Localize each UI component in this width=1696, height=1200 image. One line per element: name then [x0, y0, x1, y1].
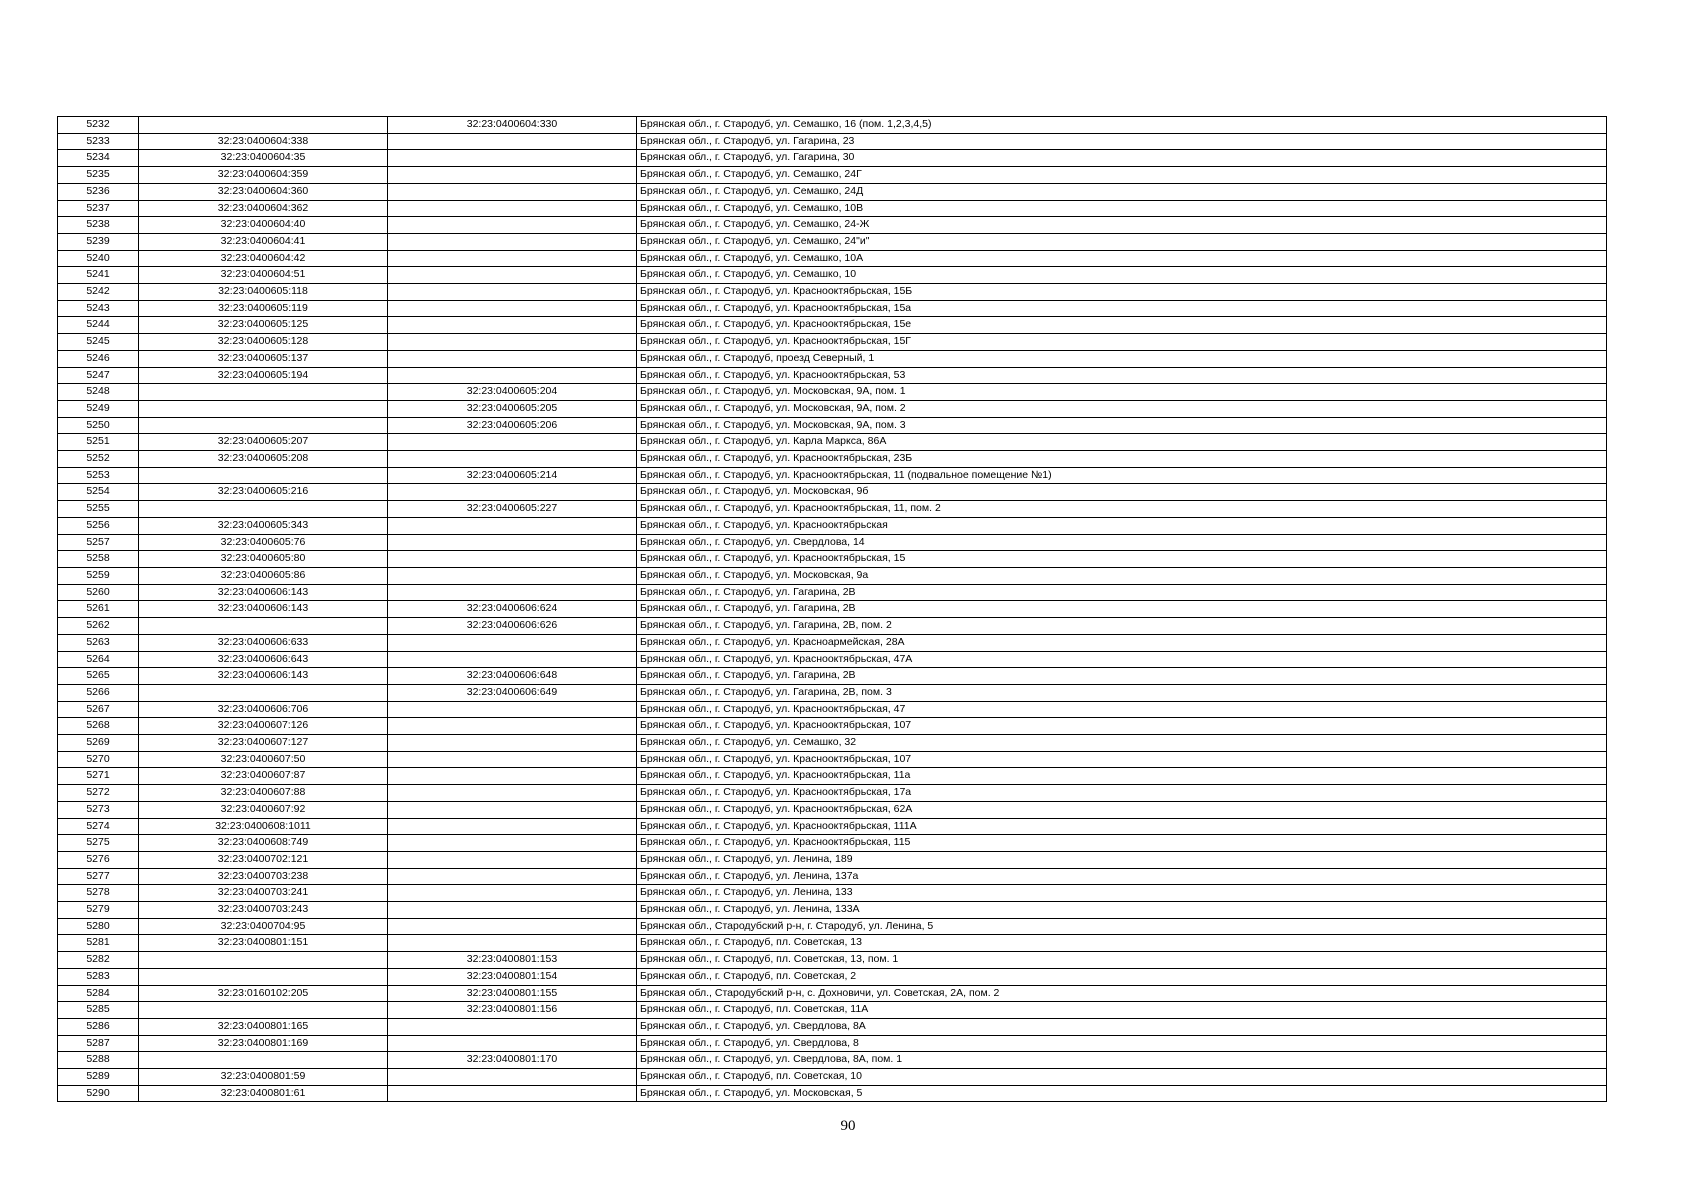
building-cadastral-number-cell: 32:23:0400605:214 — [388, 467, 637, 484]
table-row — [58, 985, 1607, 1002]
parcel-cadastral-number-cell: 32:23:0400606:706 — [139, 701, 388, 718]
address-cell: Брянская обл., г. Стародуб, пл. Советская, 11А — [637, 1002, 1607, 1019]
parcel-cadastral-number-cell: 32:23:0400604:362 — [139, 200, 388, 217]
row-number-cell: 5245 — [58, 334, 139, 351]
parcel-cadastral-number-cell: 32:23:0400801:61 — [139, 1085, 388, 1102]
parcel-cadastral-number-cell: 32:23:0400702:121 — [139, 851, 388, 868]
table-row — [58, 868, 1607, 885]
address-cell: Брянская обл., г. Стародуб, ул. Семашко, 16 (пом. 1,2,3,4,5) — [637, 117, 1607, 134]
table-row — [58, 1018, 1607, 1035]
address-cell: Брянская обл., Стародубский р-н, с. Дохновичи, ул. Советская, 2А, пом. 2 — [637, 985, 1607, 1002]
parcel-cadastral-number-cell: 32:23:0400801:165 — [139, 1018, 388, 1035]
row-number-cell: 5270 — [58, 751, 139, 768]
row-number-cell: 5284 — [58, 985, 139, 1002]
address-cell: Брянская обл., г. Стародуб, ул. Гагарина, 2В, пом. 3 — [637, 684, 1607, 701]
parcel-cadastral-number-cell: 32:23:0400801:151 — [139, 935, 388, 952]
parcel-cadastral-number-cell: 32:23:0400703:238 — [139, 868, 388, 885]
table-row — [58, 701, 1607, 718]
table-row — [58, 851, 1607, 868]
address-cell: Брянская обл., г. Стародуб, ул. Краснооктябрьская, 53 — [637, 367, 1607, 384]
building-cadastral-number-cell: 32:23:0400801:155 — [388, 985, 637, 1002]
row-number-cell: 5279 — [58, 902, 139, 919]
parcel-cadastral-number-cell: 32:23:0400606:643 — [139, 651, 388, 668]
address-cell: Брянская обл., г. Стародуб, ул. Краснооктябрьская, 15Г — [637, 334, 1607, 351]
parcel-cadastral-number-cell: 32:23:0400607:87 — [139, 768, 388, 785]
address-cell: Брянская обл., г. Стародуб, ул. Краснооктябрьская, 47 — [637, 701, 1607, 718]
building-cadastral-number-cell — [388, 367, 637, 384]
building-cadastral-number-cell: 32:23:0400801:170 — [388, 1052, 637, 1069]
row-number-cell: 5244 — [58, 317, 139, 334]
row-number-cell: 5260 — [58, 584, 139, 601]
row-number-cell: 5257 — [58, 534, 139, 551]
row-number-cell: 5252 — [58, 451, 139, 468]
table-row — [58, 384, 1607, 401]
parcel-cadastral-number-cell — [139, 384, 388, 401]
building-cadastral-number-cell: 32:23:0400606:648 — [388, 668, 637, 685]
table-row — [58, 367, 1607, 384]
address-cell: Брянская обл., г. Стародуб, ул. Гагарина, 2В — [637, 668, 1607, 685]
parcel-cadastral-number-cell: 32:23:0400605:128 — [139, 334, 388, 351]
parcel-cadastral-number-cell: 32:23:0400604:35 — [139, 150, 388, 167]
table-row — [58, 317, 1607, 334]
row-number-cell: 5236 — [58, 183, 139, 200]
table-row — [58, 167, 1607, 184]
address-cell: Брянская обл., г. Стародуб, пл. Советская, 13, пом. 1 — [637, 952, 1607, 969]
building-cadastral-number-cell: 32:23:0400801:154 — [388, 968, 637, 985]
row-number-cell: 5254 — [58, 484, 139, 501]
address-cell: Брянская обл., г. Стародуб, ул. Ленина, 189 — [637, 851, 1607, 868]
building-cadastral-number-cell — [388, 567, 637, 584]
parcel-cadastral-number-cell: 32:23:0400605:86 — [139, 567, 388, 584]
parcel-cadastral-number-cell: 32:23:0400608:749 — [139, 835, 388, 852]
table-row — [58, 133, 1607, 150]
building-cadastral-number-cell — [388, 534, 637, 551]
address-cell: Брянская обл., г. Стародуб, ул. Гагарина, 23 — [637, 133, 1607, 150]
parcel-cadastral-number-cell: 32:23:0400605:80 — [139, 551, 388, 568]
parcel-cadastral-number-cell: 32:23:0400604:338 — [139, 133, 388, 150]
row-number-cell: 5290 — [58, 1085, 139, 1102]
table-row — [58, 150, 1607, 167]
row-number-cell: 5287 — [58, 1035, 139, 1052]
row-number-cell: 5266 — [58, 684, 139, 701]
building-cadastral-number-cell: 32:23:0400801:153 — [388, 952, 637, 969]
building-cadastral-number-cell — [388, 735, 637, 752]
building-cadastral-number-cell — [388, 918, 637, 935]
building-cadastral-number-cell — [388, 1018, 637, 1035]
address-cell: Брянская обл., г. Стародуб, ул. Краснооктябрьская, 115 — [637, 835, 1607, 852]
row-number-cell: 5248 — [58, 384, 139, 401]
address-cell: Брянская обл., г. Стародуб, ул. Московская, 9а — [637, 567, 1607, 584]
table-row — [58, 350, 1607, 367]
table-row — [58, 1035, 1607, 1052]
building-cadastral-number-cell — [388, 785, 637, 802]
table-row — [58, 968, 1607, 985]
row-number-cell: 5277 — [58, 868, 139, 885]
row-number-cell: 5288 — [58, 1052, 139, 1069]
table-row — [58, 684, 1607, 701]
building-cadastral-number-cell — [388, 634, 637, 651]
table-row — [58, 902, 1607, 919]
row-number-cell: 5240 — [58, 250, 139, 267]
parcel-cadastral-number-cell: 32:23:0400604:42 — [139, 250, 388, 267]
row-number-cell: 5256 — [58, 517, 139, 534]
address-cell: Брянская обл., г. Стародуб, ул. Краснооктябрьская, 15 — [637, 551, 1607, 568]
parcel-cadastral-number-cell — [139, 968, 388, 985]
parcel-cadastral-number-cell: 32:23:0400604:359 — [139, 167, 388, 184]
row-number-cell: 5246 — [58, 350, 139, 367]
building-cadastral-number-cell — [388, 868, 637, 885]
parcel-cadastral-number-cell: 32:23:0400606:143 — [139, 668, 388, 685]
address-cell: Брянская обл., г. Стародуб, ул. Гагарина, 2В, пом. 2 — [637, 618, 1607, 635]
table-row — [58, 551, 1607, 568]
parcel-cadastral-number-cell: 32:23:0400605:343 — [139, 517, 388, 534]
table-row — [58, 451, 1607, 468]
building-cadastral-number-cell: 32:23:0400605:206 — [388, 417, 637, 434]
building-cadastral-number-cell — [388, 150, 637, 167]
parcel-cadastral-number-cell: 32:23:0400605:194 — [139, 367, 388, 384]
parcel-cadastral-number-cell: 32:23:0400606:143 — [139, 601, 388, 618]
address-cell: Брянская обл., г. Стародуб, ул. Краснооктябрьская, 15Б — [637, 284, 1607, 301]
building-cadastral-number-cell — [388, 718, 637, 735]
parcel-cadastral-number-cell: 32:23:0400704:95 — [139, 918, 388, 935]
parcel-cadastral-number-cell: 32:23:0400607:88 — [139, 785, 388, 802]
table-row — [58, 517, 1607, 534]
address-cell: Брянская обл., г. Стародуб, ул. Краснооктябрьская, 62А — [637, 801, 1607, 818]
table-row — [58, 835, 1607, 852]
building-cadastral-number-cell — [388, 1035, 637, 1052]
building-cadastral-number-cell — [388, 1085, 637, 1102]
building-cadastral-number-cell — [388, 818, 637, 835]
row-number-cell: 5286 — [58, 1018, 139, 1035]
table-row — [58, 534, 1607, 551]
row-number-cell: 5232 — [58, 117, 139, 134]
table-row — [58, 250, 1607, 267]
parcel-cadastral-number-cell: 32:23:0400608:1011 — [139, 818, 388, 835]
table-row — [58, 651, 1607, 668]
address-cell: Брянская обл., г. Стародуб, ул. Семашко, 24"и" — [637, 233, 1607, 250]
parcel-cadastral-number-cell: 32:23:0400604:41 — [139, 233, 388, 250]
row-number-cell: 5262 — [58, 618, 139, 635]
parcel-cadastral-number-cell — [139, 1002, 388, 1019]
table-row — [58, 735, 1607, 752]
building-cadastral-number-cell — [388, 751, 637, 768]
address-cell: Брянская обл., г. Стародуб, ул. Краснооктябрьская, 11 (подвальное помещение №1) — [637, 467, 1607, 484]
address-cell: Брянская обл., г. Стародуб, ул. Свердлова, 8А — [637, 1018, 1607, 1035]
table-row — [58, 1002, 1607, 1019]
building-cadastral-number-cell — [388, 885, 637, 902]
parcel-cadastral-number-cell: 32:23:0400703:243 — [139, 902, 388, 919]
address-cell: Брянская обл., г. Стародуб, ул. Семашко, 10 — [637, 267, 1607, 284]
table-row — [58, 417, 1607, 434]
table-row — [58, 601, 1607, 618]
building-cadastral-number-cell — [388, 768, 637, 785]
parcel-cadastral-number-cell: 32:23:0400801:59 — [139, 1069, 388, 1086]
table-row — [58, 434, 1607, 451]
building-cadastral-number-cell: 32:23:0400604:330 — [388, 117, 637, 134]
row-number-cell: 5237 — [58, 200, 139, 217]
table-row — [58, 818, 1607, 835]
parcel-cadastral-number-cell: 32:23:0400607:127 — [139, 735, 388, 752]
table-row — [58, 785, 1607, 802]
row-number-cell: 5264 — [58, 651, 139, 668]
table-row — [58, 334, 1607, 351]
row-number-cell: 5249 — [58, 400, 139, 417]
building-cadastral-number-cell — [388, 250, 637, 267]
address-cell: Брянская обл., г. Стародуб, ул. Московская, 9А, пом. 3 — [637, 417, 1607, 434]
building-cadastral-number-cell — [388, 651, 637, 668]
parcel-cadastral-number-cell — [139, 684, 388, 701]
table-row — [58, 117, 1607, 134]
row-number-cell: 5263 — [58, 634, 139, 651]
row-number-cell: 5278 — [58, 885, 139, 902]
building-cadastral-number-cell — [388, 183, 637, 200]
row-number-cell: 5259 — [58, 567, 139, 584]
row-number-cell: 5280 — [58, 918, 139, 935]
parcel-cadastral-number-cell: 32:23:0160102:205 — [139, 985, 388, 1002]
address-cell: Брянская обл., г. Стародуб, ул. Свердлова, 8 — [637, 1035, 1607, 1052]
row-number-cell: 5267 — [58, 701, 139, 718]
address-cell: Брянская обл., г. Стародуб, ул. Московская, 9А, пом. 2 — [637, 400, 1607, 417]
row-number-cell: 5251 — [58, 434, 139, 451]
parcel-cadastral-number-cell — [139, 618, 388, 635]
table-row — [58, 200, 1607, 217]
row-number-cell: 5253 — [58, 467, 139, 484]
parcel-cadastral-number-cell: 32:23:0400605:208 — [139, 451, 388, 468]
address-cell: Брянская обл., г. Стародуб, ул. Краснооктябрьская, 17а — [637, 785, 1607, 802]
table-row — [58, 501, 1607, 518]
address-cell: Брянская обл., г. Стародуб, ул. Краснооктябрьская, 47А — [637, 651, 1607, 668]
parcel-cadastral-number-cell: 32:23:0400605:207 — [139, 434, 388, 451]
address-cell: Брянская обл., г. Стародуб, ул. Семашко, 10В — [637, 200, 1607, 217]
building-cadastral-number-cell — [388, 835, 637, 852]
table-row — [58, 918, 1607, 935]
address-cell: Брянская обл., г. Стародуб, ул. Карла Маркса, 86А — [637, 434, 1607, 451]
row-number-cell: 5276 — [58, 851, 139, 868]
parcel-cadastral-number-cell: 32:23:0400606:633 — [139, 634, 388, 651]
row-number-cell: 5272 — [58, 785, 139, 802]
parcel-cadastral-number-cell: 32:23:0400604:360 — [139, 183, 388, 200]
parcel-cadastral-number-cell: 32:23:0400607:50 — [139, 751, 388, 768]
row-number-cell: 5275 — [58, 835, 139, 852]
building-cadastral-number-cell — [388, 851, 637, 868]
address-cell: Брянская обл., г. Стародуб, ул. Краснооктябрьская, 11а — [637, 768, 1607, 785]
building-cadastral-number-cell — [388, 267, 637, 284]
row-number-cell: 5289 — [58, 1069, 139, 1086]
building-cadastral-number-cell: 32:23:0400606:624 — [388, 601, 637, 618]
address-cell: Брянская обл., г. Стародуб, ул. Свердлова, 14 — [637, 534, 1607, 551]
row-number-cell: 5239 — [58, 233, 139, 250]
parcel-cadastral-number-cell — [139, 417, 388, 434]
row-number-cell: 5247 — [58, 367, 139, 384]
building-cadastral-number-cell: 32:23:0400606:626 — [388, 618, 637, 635]
address-cell: Брянская обл., г. Стародуб, ул. Ленина, 137а — [637, 868, 1607, 885]
address-cell: Брянская обл., г. Стародуб, ул. Краснооктябрьская, 107 — [637, 718, 1607, 735]
table-row — [58, 567, 1607, 584]
table-row — [58, 217, 1607, 234]
address-cell: Брянская обл., Стародубский р-н, г. Стародуб, ул. Ленина, 5 — [637, 918, 1607, 935]
parcel-cadastral-number-cell: 32:23:0400605:125 — [139, 317, 388, 334]
building-cadastral-number-cell — [388, 233, 637, 250]
table-row — [58, 467, 1607, 484]
address-cell: Брянская обл., г. Стародуб, ул. Семашко, 24Г — [637, 167, 1607, 184]
address-cell: Брянская обл., г. Стародуб, ул. Семашко, 24-Ж — [637, 217, 1607, 234]
address-cell: Брянская обл., г. Стародуб, ул. Краснооктябрьская, 107 — [637, 751, 1607, 768]
parcel-cadastral-number-cell: 32:23:0400607:92 — [139, 801, 388, 818]
row-number-cell: 5234 — [58, 150, 139, 167]
building-cadastral-number-cell — [388, 484, 637, 501]
building-cadastral-number-cell — [388, 300, 637, 317]
building-cadastral-number-cell — [388, 434, 637, 451]
table-row — [58, 952, 1607, 969]
address-cell: Брянская обл., г. Стародуб, ул. Московская, 9А, пом. 1 — [637, 384, 1607, 401]
address-cell: Брянская обл., г. Стародуб, ул. Московская, 9б — [637, 484, 1607, 501]
table-row — [58, 267, 1607, 284]
building-cadastral-number-cell: 32:23:0400801:156 — [388, 1002, 637, 1019]
parcel-cadastral-number-cell: 32:23:0400607:126 — [139, 718, 388, 735]
table-row — [58, 300, 1607, 317]
parcel-cadastral-number-cell — [139, 1052, 388, 1069]
address-cell: Брянская обл., г. Стародуб, ул. Краснооктябрьская, 15а — [637, 300, 1607, 317]
row-number-cell: 5274 — [58, 818, 139, 835]
table-row — [58, 1085, 1607, 1102]
building-cadastral-number-cell — [388, 317, 637, 334]
address-cell: Брянская обл., г. Стародуб, ул. Ленина, 133А — [637, 902, 1607, 919]
table-row — [58, 768, 1607, 785]
row-number-cell: 5265 — [58, 668, 139, 685]
row-number-cell: 5281 — [58, 935, 139, 952]
building-cadastral-number-cell — [388, 551, 637, 568]
row-number-cell: 5261 — [58, 601, 139, 618]
table-row — [58, 634, 1607, 651]
building-cadastral-number-cell — [388, 167, 637, 184]
address-cell: Брянская обл., г. Стародуб, ул. Гагарина, 2В — [637, 601, 1607, 618]
row-number-cell: 5250 — [58, 417, 139, 434]
table-row — [58, 718, 1607, 735]
parcel-cadastral-number-cell: 32:23:0400605:76 — [139, 534, 388, 551]
address-cell: Брянская обл., г. Стародуб, проезд Северный, 1 — [637, 350, 1607, 367]
row-number-cell: 5273 — [58, 801, 139, 818]
address-cell: Брянская обл., г. Стародуб, пл. Советская, 10 — [637, 1069, 1607, 1086]
row-number-cell: 5258 — [58, 551, 139, 568]
parcel-cadastral-number-cell: 32:23:0400605:119 — [139, 300, 388, 317]
registry-table-body — [58, 117, 1607, 1102]
address-cell: Брянская обл., г. Стародуб, ул. Краснооктябрьская, 23Б — [637, 451, 1607, 468]
row-number-cell: 5233 — [58, 133, 139, 150]
table-row — [58, 584, 1607, 601]
table-row — [58, 618, 1607, 635]
table-row — [58, 801, 1607, 818]
building-cadastral-number-cell — [388, 701, 637, 718]
table-row — [58, 233, 1607, 250]
address-cell: Брянская обл., г. Стародуб, ул. Краснооктябрьская — [637, 517, 1607, 534]
address-cell: Брянская обл., г. Стародуб, ул. Краснооктябрьская, 11, пом. 2 — [637, 501, 1607, 518]
table-row — [58, 284, 1607, 301]
building-cadastral-number-cell — [388, 451, 637, 468]
parcel-cadastral-number-cell: 32:23:0400703:241 — [139, 885, 388, 902]
building-cadastral-number-cell — [388, 334, 637, 351]
building-cadastral-number-cell: 32:23:0400605:204 — [388, 384, 637, 401]
building-cadastral-number-cell — [388, 200, 637, 217]
row-number-cell: 5283 — [58, 968, 139, 985]
row-number-cell: 5238 — [58, 217, 139, 234]
address-cell: Брянская обл., г. Стародуб, ул. Семашко, 24Д — [637, 183, 1607, 200]
parcel-cadastral-number-cell — [139, 400, 388, 417]
address-cell: Брянская обл., г. Стародуб, ул. Красноармейская, 28А — [637, 634, 1607, 651]
building-cadastral-number-cell — [388, 935, 637, 952]
table-row — [58, 400, 1607, 417]
building-cadastral-number-cell — [388, 1069, 637, 1086]
building-cadastral-number-cell — [388, 284, 637, 301]
registry-table — [57, 116, 1607, 1102]
table-row — [58, 183, 1607, 200]
address-cell: Брянская обл., г. Стародуб, ул. Краснооктябрьская, 111А — [637, 818, 1607, 835]
parcel-cadastral-number-cell — [139, 501, 388, 518]
row-number-cell: 5269 — [58, 735, 139, 752]
row-number-cell: 5243 — [58, 300, 139, 317]
row-number-cell: 5255 — [58, 501, 139, 518]
table-row — [58, 1052, 1607, 1069]
building-cadastral-number-cell: 32:23:0400605:227 — [388, 501, 637, 518]
parcel-cadastral-number-cell: 32:23:0400605:137 — [139, 350, 388, 367]
row-number-cell: 5285 — [58, 1002, 139, 1019]
table-row — [58, 935, 1607, 952]
row-number-cell: 5268 — [58, 718, 139, 735]
parcel-cadastral-number-cell: 32:23:0400604:40 — [139, 217, 388, 234]
page-number: 90 — [840, 1118, 856, 1134]
address-cell: Брянская обл., г. Стародуб, ул. Московская, 5 — [637, 1085, 1607, 1102]
parcel-cadastral-number-cell: 32:23:0400606:143 — [139, 584, 388, 601]
building-cadastral-number-cell — [388, 517, 637, 534]
parcel-cadastral-number-cell: 32:23:0400604:51 — [139, 267, 388, 284]
row-number-cell: 5271 — [58, 768, 139, 785]
table-row — [58, 751, 1607, 768]
table-row — [58, 1069, 1607, 1086]
building-cadastral-number-cell — [388, 133, 637, 150]
parcel-cadastral-number-cell: 32:23:0400801:169 — [139, 1035, 388, 1052]
parcel-cadastral-number-cell — [139, 467, 388, 484]
address-cell: Брянская обл., г. Стародуб, ул. Гагарина, 2В — [637, 584, 1607, 601]
address-cell: Брянская обл., г. Стародуб, ул. Гагарина, 30 — [637, 150, 1607, 167]
address-cell: Брянская обл., г. Стародуб, ул. Ленина, 133 — [637, 885, 1607, 902]
building-cadastral-number-cell — [388, 801, 637, 818]
building-cadastral-number-cell — [388, 902, 637, 919]
address-cell: Брянская обл., г. Стародуб, ул. Краснооктябрьская, 15е — [637, 317, 1607, 334]
building-cadastral-number-cell: 32:23:0400605:205 — [388, 400, 637, 417]
address-cell: Брянская обл., г. Стародуб, пл. Советская, 13 — [637, 935, 1607, 952]
building-cadastral-number-cell: 32:23:0400606:649 — [388, 684, 637, 701]
building-cadastral-number-cell — [388, 217, 637, 234]
building-cadastral-number-cell — [388, 350, 637, 367]
row-number-cell: 5241 — [58, 267, 139, 284]
row-number-cell: 5282 — [58, 952, 139, 969]
table-row — [58, 484, 1607, 501]
address-cell: Брянская обл., г. Стародуб, пл. Советская, 2 — [637, 968, 1607, 985]
address-cell: Брянская обл., г. Стародуб, ул. Свердлова, 8А, пом. 1 — [637, 1052, 1607, 1069]
address-cell: Брянская обл., г. Стародуб, ул. Семашко, 32 — [637, 735, 1607, 752]
parcel-cadastral-number-cell — [139, 117, 388, 134]
parcel-cadastral-number-cell: 32:23:0400605:216 — [139, 484, 388, 501]
table-row — [58, 668, 1607, 685]
row-number-cell: 5242 — [58, 284, 139, 301]
table-row — [58, 885, 1607, 902]
parcel-cadastral-number-cell — [139, 952, 388, 969]
address-cell: Брянская обл., г. Стародуб, ул. Семашко, 10А — [637, 250, 1607, 267]
building-cadastral-number-cell — [388, 584, 637, 601]
row-number-cell: 5235 — [58, 167, 139, 184]
parcel-cadastral-number-cell: 32:23:0400605:118 — [139, 284, 388, 301]
